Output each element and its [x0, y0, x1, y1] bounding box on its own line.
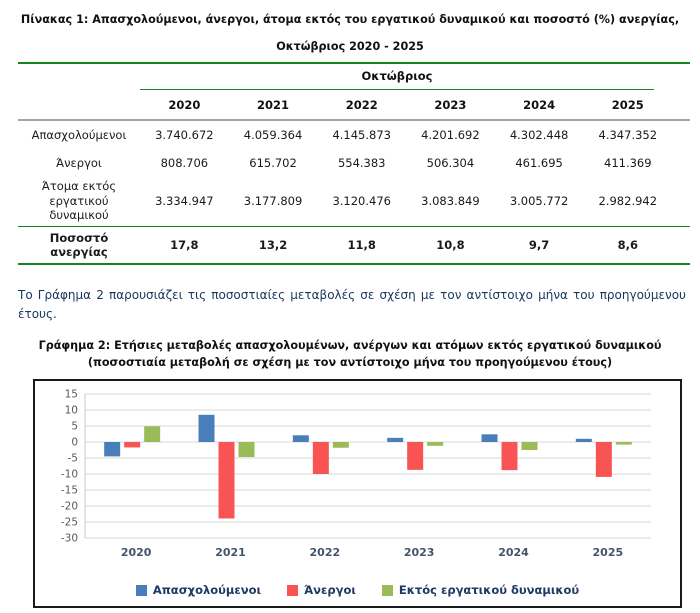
bar-1-2023 [407, 442, 423, 470]
year-header: 2023 [434, 98, 467, 112]
y-axis-tick-label: 0 [71, 436, 78, 449]
table1-title-line2: Οκτώβριος 2020 - 2025 [276, 40, 424, 53]
legend-label: Απασχολούμενοι [152, 583, 262, 597]
legend-swatch-icon [136, 585, 147, 596]
table-value: 4.201.692 [421, 128, 480, 142]
chart-title-line1: Γράφημα 2: Ετήσιες μεταβολές απασχολουμένων, ανέργων και ατόμων εκτός εργατικού δυναμικού [38, 339, 662, 352]
table-row [18, 177, 690, 225]
y-axis-tick-label: -10 [60, 468, 78, 481]
table-value: 3.177.809 [243, 194, 303, 208]
bar-1-2021 [219, 442, 235, 518]
table-value: 3.120.476 [332, 194, 391, 208]
bar-1-2022 [313, 442, 329, 474]
legend-item [382, 583, 579, 597]
table-value: 461.695 [515, 156, 563, 170]
x-axis-category-label: 2023 [403, 546, 435, 559]
body-paragraph: Το Γράφημα 2 παρουσιάζει τις ποσοστιαίες μεταβολές σε σχέση με τον αντίστοιχο μήνα του προηγούμενου έτους. [18, 288, 686, 322]
bar-0-2024 [482, 434, 498, 442]
table-value: 17,8 [170, 238, 199, 252]
bar-0-2025 [576, 439, 592, 442]
table-value: 554.383 [337, 156, 386, 170]
chart-title-line2: (ποσοστιαία μεταβολή σε σχέση με τον αντίστοιχο μήνα του προηγούμενου έτους) [87, 356, 613, 369]
x-axis-category-label: 2020 [120, 546, 152, 559]
bar-chart-plot [35, 381, 676, 566]
table-value: 4.145.873 [332, 128, 391, 142]
bar-2-2021 [239, 442, 255, 457]
chart-legend [35, 583, 680, 597]
table-month-header: Οκτώβριος [361, 69, 433, 83]
x-axis-category-label: 2024 [498, 546, 529, 559]
y-axis-tick-label: -20 [60, 500, 78, 513]
bar-0-2022 [293, 435, 309, 442]
bar-2-2020 [144, 426, 160, 442]
legend-item [287, 583, 356, 597]
table-value: 3.083.849 [421, 194, 480, 208]
table-value: 3.005.772 [509, 194, 569, 208]
y-axis-tick-label: -15 [60, 484, 78, 497]
table-value: 3.334.947 [155, 194, 214, 208]
bar-chart [33, 379, 682, 608]
x-axis-category-label: 2022 [309, 546, 341, 559]
bar-1-2020 [124, 442, 140, 447]
table-value: 11,8 [347, 238, 376, 252]
table1-title-line1: Πίνακας 1: Απασχολούμενοι, άνεργοι, άτομα εκτός του εργατικού δυναμικού και ποσοστό (%) ανεργίας, [20, 13, 680, 26]
year-header: 2022 [345, 98, 378, 112]
year-header: 2025 [611, 98, 644, 112]
bar-2-2022 [333, 442, 349, 448]
table-top-rule [18, 62, 690, 64]
bar-1-2025 [596, 442, 612, 477]
table-value: 4.347.352 [598, 128, 658, 142]
unemployment-rate-row [18, 228, 690, 262]
bar-2-2023 [427, 442, 443, 446]
bar-0-2020 [104, 442, 120, 456]
table-row [18, 149, 690, 177]
year-header: 2021 [257, 98, 290, 112]
row-label: Άτομα εκτός εργατικού δυναμικού [41, 179, 117, 223]
table-year-row [18, 93, 690, 117]
bar-1-2024 [502, 442, 518, 470]
x-axis-category-label: 2025 [592, 546, 624, 559]
y-axis-tick-label: 15 [64, 388, 78, 401]
table-value: 2.982.942 [598, 194, 658, 208]
legend-label: Εκτός εργατικού δυναμικού [398, 583, 580, 597]
x-axis-category-label: 2021 [215, 546, 246, 559]
y-axis-tick-label: -30 [60, 532, 78, 545]
table-value: 3.740.672 [155, 128, 214, 142]
bar-0-2023 [387, 438, 403, 442]
table-body [18, 121, 690, 225]
table-value: 4.059.364 [243, 128, 303, 142]
table-value: 13,2 [258, 238, 288, 252]
bar-2-2025 [616, 442, 632, 445]
table-row [18, 121, 690, 149]
table-mid-rule [18, 226, 690, 227]
table-value: 9,7 [528, 238, 550, 252]
row-label: Άνεργοι [56, 155, 102, 170]
table-value: 411.369 [604, 156, 652, 170]
legend-label: Άνεργοι [304, 583, 356, 597]
y-axis-tick-label: -25 [60, 516, 78, 529]
legend-swatch-icon [287, 585, 298, 596]
table-value: 10,8 [436, 238, 465, 252]
row-label: Ποσοστό ανεργίας [49, 230, 109, 259]
year-header: 2024 [523, 98, 556, 112]
legend-swatch-icon [382, 585, 393, 596]
table-value: 808.706 [160, 156, 209, 170]
bar-2-2024 [522, 442, 538, 450]
month-header-rule [140, 89, 654, 90]
table-value: 506.304 [426, 156, 475, 170]
y-axis-tick-label: -5 [67, 452, 78, 465]
y-axis-tick-label: 10 [64, 404, 78, 417]
table-bottom-rule [18, 263, 690, 265]
table-value: 8,6 [617, 238, 638, 252]
y-axis-tick-label: 5 [71, 420, 78, 433]
year-header: 2020 [168, 98, 201, 112]
row-label: Απασχολούμενοι [31, 127, 127, 142]
table-value: 4.302.448 [509, 128, 569, 142]
bar-0-2021 [199, 415, 215, 442]
table-value: 615.702 [249, 156, 297, 170]
legend-item [136, 583, 261, 597]
